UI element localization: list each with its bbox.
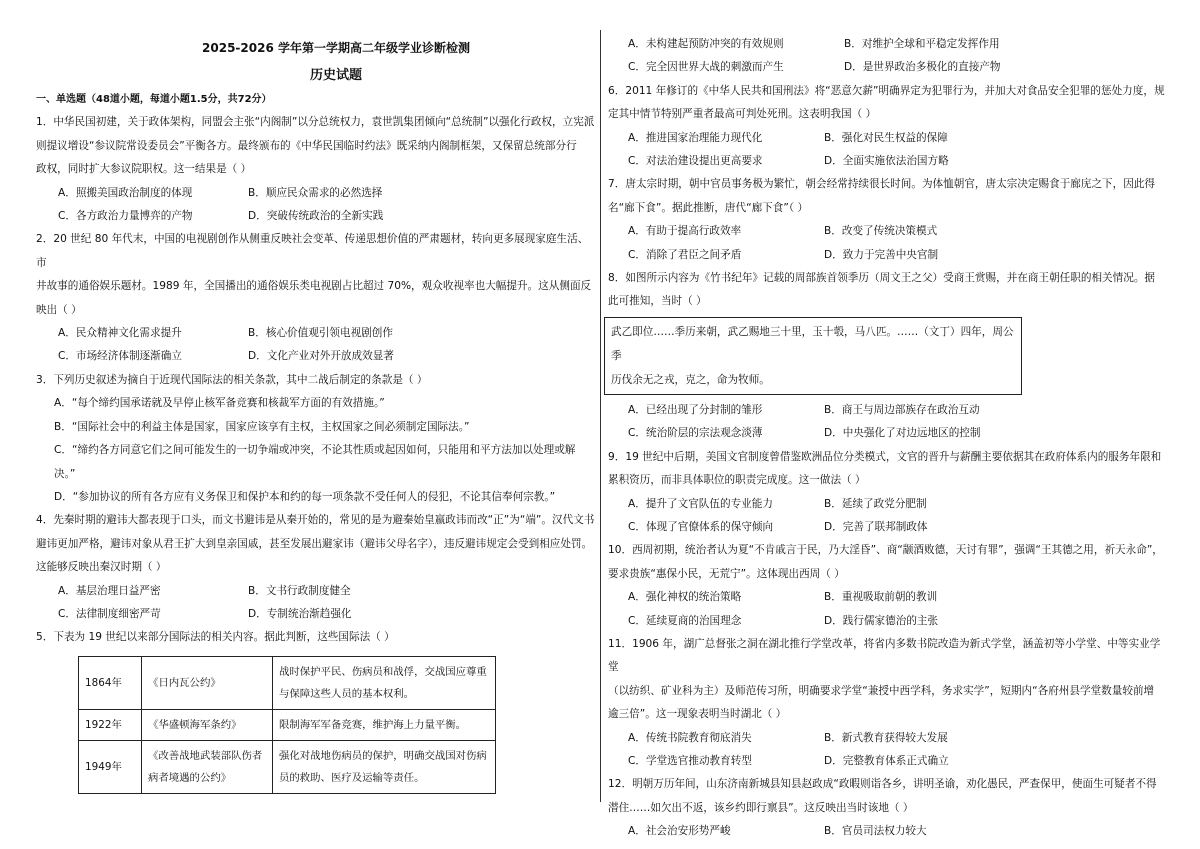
question-text: 逾三倍”。这一现象表明当时湖北（ ） — [608, 708, 787, 721]
option-c: C．消除了君臣之间矛盾 — [628, 248, 742, 261]
left-column — [36, 38, 596, 794]
option-a: A．有助于提高行政效率 — [628, 225, 742, 238]
question-12 — [608, 773, 1170, 843]
table-cell-year: 1922年 — [79, 709, 142, 740]
option-d: D．全面实施依法治国方略 — [824, 155, 949, 168]
table-row — [79, 656, 496, 709]
option-b: B．核心价值观引领电视剧创作 — [248, 327, 393, 340]
question-3 — [36, 369, 596, 509]
table-cell-content: 强化对战地伤病员的保护，明确交战国对伤病员的救助、医疗及运输等责任。 — [273, 740, 496, 793]
question-text: 4．先秦时期的避讳大都表现于口头，而文书避讳是从秦开始的，常见的是为避秦始皇嬴政讳而改“正”为“端”。汉代文书 — [36, 514, 595, 527]
option-b: B．延续了政党分肥制 — [824, 497, 927, 510]
question-text: 12．明朝万历年间，山东济南新城县知县赵政成“政暇则诣各乡，讲明圣谕，劝化愚民，严查保甲，使面生可疑者不得 — [608, 778, 1157, 791]
option-c: C．学堂选官推动教育转型 — [628, 754, 752, 767]
question-11 — [608, 633, 1170, 773]
option-a: A．“每个缔约国承诺就及早停止核军备竞赛和核裁军方面的有效措施。” — [54, 397, 385, 410]
option-d: D．专制统治渐趋强化 — [248, 607, 352, 620]
option-b: B．新式教育获得较大发展 — [824, 731, 948, 744]
question-text: 定其中情节特别严重者最高可判处死刑。这表明我国（ ） — [608, 108, 877, 121]
question-text: 5．下表为 19 世纪以来部分国际法的相关内容。据此判断，这些国际法（ ） — [36, 631, 395, 644]
question-text: 10．西周初期，统治者认为夏“不肯戚言于民，乃大淫昏”、商“颛酒败德，天讨有罪”，强调“王其德之用，祈天永命”， — [608, 544, 1163, 557]
option-b: B．重视吸取前朝的教训 — [824, 591, 938, 604]
quote-text: 武乙即位……季历来朝，武乙赐地三十里，玉十彀，马八匹。……（文丁）四年，周公季 — [611, 325, 1014, 362]
option-d: D．是世界政治多极化的直接产物 — [844, 61, 1001, 74]
option-a: A．提升了文官队伍的专业能力 — [628, 497, 773, 510]
column-divider — [600, 30, 601, 802]
question-text: 则提议增设“参议院常设委员会”平衡各方。最终颁布的《中华民国临时约法》既采纳内阁制框架，又保留总统部分行 — [36, 139, 577, 152]
table-cell-name: 《改善战地武装部队伤者病者境遇的公约》 — [142, 740, 273, 793]
option-d: D．完整教育体系正式确立 — [824, 754, 949, 767]
option-d: D．“参加协议的所有各方应有义务保卫和保护本和约的每一项条款不受任何人的侵犯，不论其信奉何宗教。” — [54, 490, 556, 503]
question-text: 要求贵族“惠保小民，无荒宁”。这体现出西周（ ） — [608, 567, 845, 580]
question-1 — [36, 111, 596, 228]
question-text: 此可推知，当时（ ） — [608, 295, 707, 308]
quote-text: 历伐余无之戎，克之，命为牧师。 — [611, 373, 770, 386]
question-text: 这能够反映出秦汉时期（ ） — [36, 561, 167, 574]
question-9 — [608, 446, 1170, 540]
table-row — [79, 740, 496, 793]
question-text: 9．19 世纪中后期，美国文官制度曾借鉴欧洲品位分类模式，文官的晋升与薪酬主要依据其在政府体系内的服务年限和 — [608, 450, 1162, 463]
option-c: C．统治阶层的宗法观念淡薄 — [628, 427, 763, 440]
option-b: B．官员司法权力较大 — [824, 825, 927, 838]
exam-title: 2025-2026 学年第一学期高二年级学业诊断检测 — [202, 41, 470, 55]
question-text: 8．如图所示内容为《竹书纪年》记载的周部族首领季历（周文王之父）受商王赏赐，并在商王朝任职的相关情况。据 — [608, 272, 1156, 285]
option-c: C．市场经济体制逐渐确立 — [58, 350, 182, 363]
right-column — [608, 33, 1170, 844]
option-a: A．基层治理日益严密 — [58, 584, 161, 597]
option-d: D．文化产业对外开放成效显著 — [248, 350, 394, 363]
option-d: D．践行儒家德治的主张 — [824, 614, 939, 627]
option-c: C．法律制度细密严苛 — [58, 607, 161, 620]
question-6 — [608, 80, 1170, 174]
question-7 — [608, 173, 1170, 267]
section-heading: 一、单选题（48道小题，每道小题1.5分，共72分） — [36, 94, 272, 105]
option-c: C．各方政治力量博弈的产物 — [58, 210, 193, 223]
international-law-table — [78, 656, 496, 794]
option-b: B．“国际社会中的利益主体是国家，国家应该享有主权，主权国家之间必须制定国际法。” — [54, 420, 470, 433]
table-row — [79, 709, 496, 740]
option-c: C．“缔约各方同意它们之间可能发生的一切争端或冲突，不论其性质或起因如何，只能用和平方法加以处理或解 — [54, 444, 576, 457]
option-a: A．民众精神文化需求提升 — [58, 327, 182, 340]
table-cell-year: 1949年 — [79, 740, 142, 793]
option-a: A．社会治安形势严峻 — [628, 825, 731, 838]
question-text: 1．中华民国初建，关于政体架构，同盟会主张“内阁制”以分总统权力，袁世凯集团倾向“总统制”以强化行政权，立宪派 — [36, 116, 595, 129]
question-text: 名“廊下食”。据此推断，唐代“廊下食”（ ） — [608, 201, 809, 214]
exam-subtitle: 历史试题 — [309, 68, 362, 83]
question-4 — [36, 509, 596, 626]
question-text: 6．2011 年修订的《中华人民共和国刑法》将“恶意欠薪”明确界定为犯罪行为，并加大对食品安全犯罪的惩处力度，规 — [608, 84, 1165, 97]
question-10 — [608, 539, 1170, 633]
option-d: D．突破传统政治的全新实践 — [248, 210, 384, 223]
question-text: 井故事的通俗娱乐题材。1989 年，全国播出的通俗娱乐类电视剧占比超过 70%，观众收视率也大幅提升。这从侧面反 — [36, 280, 592, 293]
question-text: 映出（ ） — [36, 303, 82, 316]
option-a: A．已经出现了分封制的雏形 — [628, 403, 763, 416]
option-a: A．传统书院教育彻底消失 — [628, 731, 752, 744]
option-b: B．顺应民众需求的必然选择 — [248, 186, 383, 199]
option-d: D．致力于完善中央官制 — [824, 248, 939, 261]
option-c-cont: 决。” — [54, 467, 76, 480]
table-cell-year: 1864年 — [79, 656, 142, 709]
option-c: C．对法治建设提出更高要求 — [628, 155, 763, 168]
option-b: B．商王与周边部族存在政治互动 — [824, 403, 980, 416]
option-a: A．未构建起预防冲突的有效规则 — [628, 38, 784, 50]
option-b: B．文书行政制度健全 — [248, 584, 351, 597]
option-c: C．体现了官僚体系的保守倾向 — [628, 520, 774, 533]
question-text: 避讳更加严格，避讳对象从君王扩大到皇亲国戚，甚至发展出避家讳（避讳父母名字），违反避讳规定会受到相应处罚。 — [36, 537, 593, 550]
source-quote-box — [604, 317, 1022, 395]
table-cell-content: 限制海军军备竞赛，维护海上力量平衡。 — [273, 709, 496, 740]
question-2 — [36, 228, 596, 368]
question-text: 7．唐太宗时期，朝中官员事务极为繁忙，朝会经常持续很长时间。为体恤朝官，唐太宗决定赐食于廊庑之下，因此得 — [608, 178, 1156, 191]
question-text: 11．1906 年，湖广总督张之洞在湖北推行学堂改革，将省内多数书院改造为新式学堂，涵盖初等小学堂、中等实业学堂 — [608, 637, 1161, 674]
table-cell-content: 战时保护平民、伤病员和战俘，交战国应尊重与保障这些人员的基本权利。 — [273, 656, 496, 709]
option-a: A．强化神权的统治策略 — [628, 591, 742, 604]
option-d: D．中央强化了对边远地区的控制 — [824, 427, 981, 440]
option-c: C．延续夏商的治国理念 — [628, 614, 742, 627]
table-cell-name: 《日内瓦公约》 — [142, 656, 273, 709]
question-text: 潜住……如欠出不返，该乡约即行禀县”。这反映出当时该地（ ） — [608, 801, 914, 814]
question-text: 3．下列历史叙述为摘自于近现代国际法的相关条款，其中二战后制定的条款是（ ） — [36, 373, 428, 386]
option-d: D．完善了联邦制政体 — [824, 520, 928, 533]
question-text: 累积资历，而非具体职位的职责完成度。这一做法（ ） — [608, 474, 866, 487]
question-5 — [36, 626, 596, 793]
option-b: B．改变了传统决策模式 — [824, 225, 938, 238]
question-8 — [608, 267, 1170, 446]
option-b: B．对维护全球和平稳定发挥作用 — [844, 38, 1000, 50]
question-text: 2．20 世纪 80 年代末，中国的电视剧创作从侧重反映社会变革、传递思想价值的严肃题材，转向更多展现家庭生活、市 — [36, 233, 589, 269]
question-text: （以纺织、矿业科为主）及师范传习所，明确要求学堂“兼授中西学科，务求实学”，短期内“各府州县学堂数量较前增 — [608, 684, 1155, 697]
table-cell-name: 《华盛顿海军条约》 — [142, 709, 273, 740]
question-text: 政权，同时扩大参议院职权。这一结果是（ ） — [36, 163, 252, 176]
option-c: C．完全因世界大战的刺激而产生 — [628, 61, 784, 74]
option-a: A．推进国家治理能力现代化 — [628, 131, 763, 144]
option-a: A．照搬美国政治制度的体现 — [58, 186, 193, 199]
option-b: B．强化对民生权益的保障 — [824, 131, 948, 144]
